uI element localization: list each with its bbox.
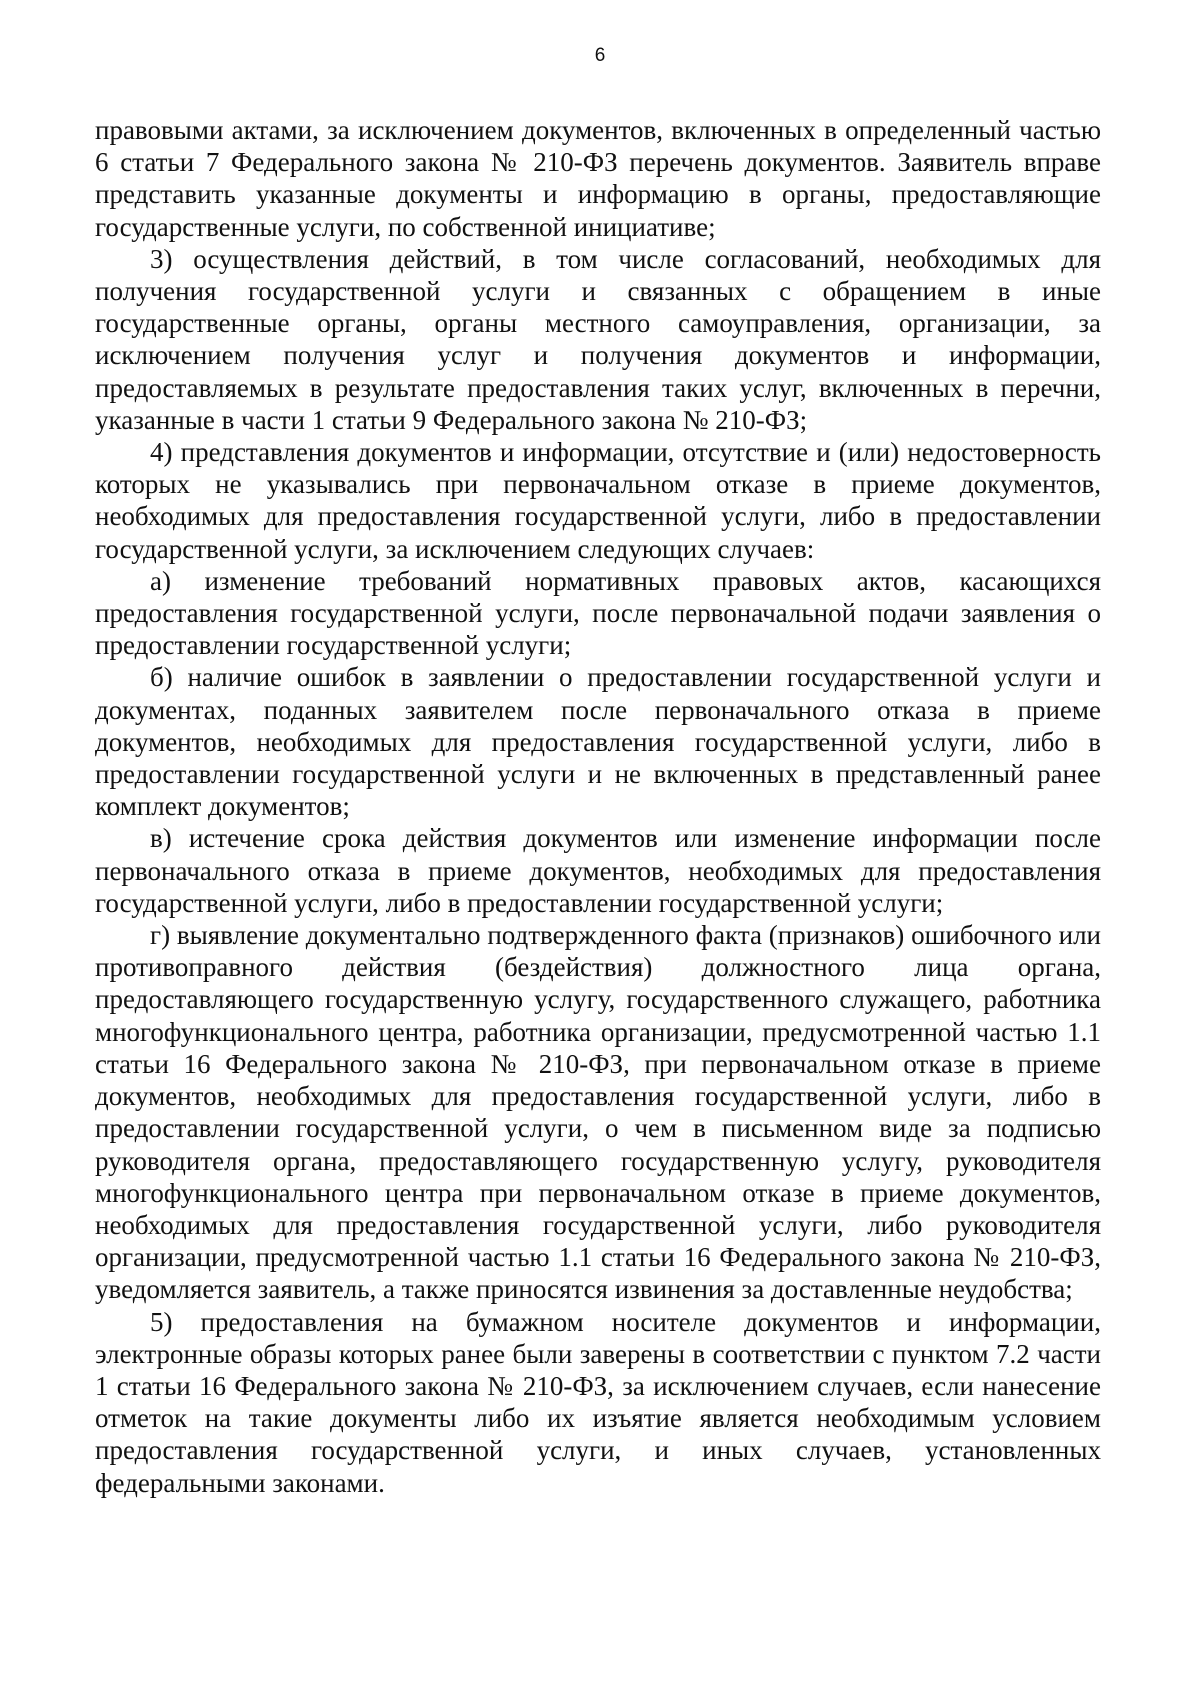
paragraph-item-3: 3) осуществления действий, в том числе согласований, необходимых для получения государственной услуги и связанных с обращением в иные государственные органы, органы местного самоуправления, организации, за исключением получения услуг и получения документов и информации, предоставляемых в результате предоставления таких услуг, включенных в перечни, указанные в части 1 статьи 9 Федерального закона № 210-ФЗ; — [95, 243, 1101, 435]
page-number: 6 — [594, 45, 606, 66]
document-body — [95, 114, 1101, 1499]
paragraph-subitem-a: а) изменение требований нормативных правовых актов, касающихся предоставления государственной услуги, после первоначальной подачи заявления о предоставлении государственной услуги; — [95, 565, 1101, 661]
paragraph-continuation: правовыми актами, за исключением документов, включенных в определенный частью 6 статьи 7 Федерального закона № 210-ФЗ перечень документов. Заявитель вправе представить указанные документы и информацию в органы, предоставляющие государственные услуги, по собственной инициативе; — [95, 115, 1101, 242]
paragraph-subitem-b: б) наличие ошибок в заявлении о предоставлении государственной услуги и документах, поданных заявителем после первоначального отказа в приеме документов, необходимых для предоставления государственной услуги, либо в предоставлении государственной услуги и не включенных в представленный ранее комплект документов; — [95, 662, 1101, 822]
paragraph-subitem-v: в) истечение срока действия документов или изменение информации после первоначального отказа в приеме документов, необходимых для предоставления государственной услуги, либо в предоставлении государственной услуги; — [95, 823, 1101, 918]
paragraph-item-5: 5) предоставления на бумажном носителе документов и информации, электронные образы которых ранее были заверены в соответствии с пунктом 7.2 части 1 статьи 16 Федерального закона № 210-ФЗ, за исключением случаев, если нанесение отметок на такие документы либо их изъятие является необходимым условием предоставления государственной услуги, и иных случаев, установленных федеральными законами. — [95, 1306, 1101, 1498]
paragraph-subitem-g: г) выявление документально подтвержденного факта (признаков) ошибочного или противоправного действия (бездействия) должностного лица органа, предоставляющего государственную услугу, государственного служащего, работника многофункционального центра, работника организации, предусмотренной частью 1.1 статьи 16 Федерального закона № 210-ФЗ, при первоначальном отказе в приеме документов, необходимых для предоставления государственной услуги, либо в предоставлении государственной услуги, о чем в письменном виде за подписью руководителя органа, предоставляющего государственную услугу, руководителя многофункционального центра при первоначальном отказе в приеме документов, необходимых для предоставления государственной услуги, либо руководителя организации, предусмотренной частью 1.1 статьи 16 Федерального закона № 210-ФЗ, уведомляется заявитель, а также приносятся извинения за доставленные неудобства; — [95, 920, 1101, 1305]
paragraph-item-4: 4) представления документов и информации, отсутствие и (или) недостоверность которых не указывались при первоначальном отказе в приеме документов, необходимых для предоставления государственной услуги, либо в предоставлении государственной услуги, за исключением следующих случаев: — [95, 437, 1101, 564]
